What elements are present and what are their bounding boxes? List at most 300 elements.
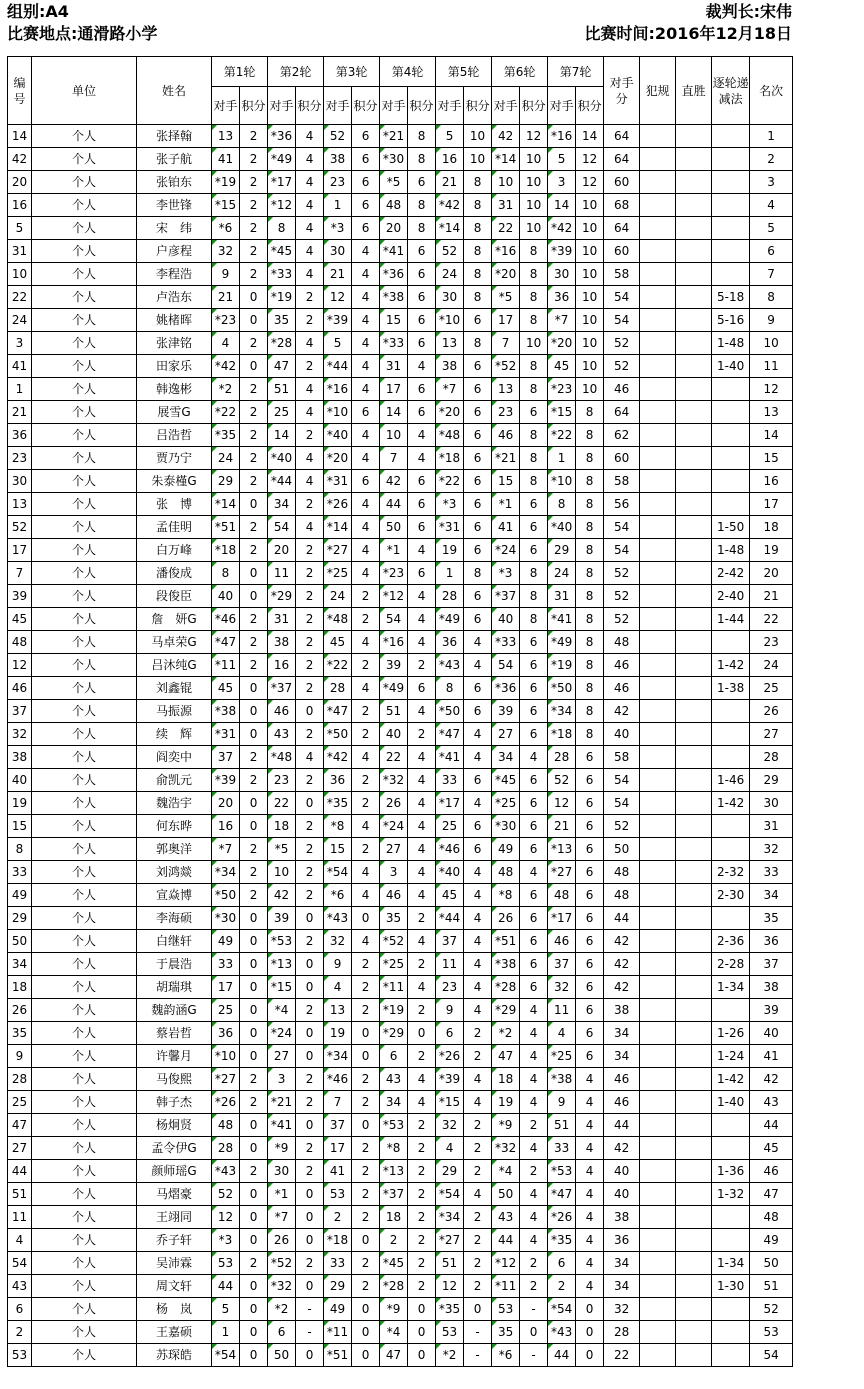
- cell-round-2-score: 2: [296, 677, 324, 700]
- cell-round-2-score: 4: [296, 516, 324, 539]
- cell-round-5-opponent: *49: [436, 608, 464, 631]
- cell-round-7-opponent: *54: [548, 1298, 576, 1321]
- cell-progressive: [712, 493, 750, 516]
- col-round-3-score: 积分: [352, 87, 380, 125]
- cell-round-7-score: 10: [576, 217, 604, 240]
- cell-foul: [640, 746, 676, 769]
- cell-round-3-score: 4: [352, 447, 380, 470]
- cell-round-1-opponent: *6: [212, 217, 240, 240]
- cell-number: 17: [8, 539, 32, 562]
- cell-round-6-score: 4: [520, 1091, 548, 1114]
- cell-direct-win: [676, 539, 712, 562]
- cell-foul: [640, 401, 676, 424]
- cell-round-1-score: 2: [240, 217, 268, 240]
- cell-round-1-opponent: *27: [212, 1068, 240, 1091]
- cell-unit: 个人: [32, 378, 137, 401]
- cell-rank: 21: [750, 585, 793, 608]
- cell-round-4-opponent: *9: [380, 1298, 408, 1321]
- cell-round-4-score: 0: [408, 1298, 436, 1321]
- cell-name: 何东晔: [137, 815, 212, 838]
- cell-round-3-opponent: *18: [324, 1229, 352, 1252]
- cell-name: 贾乃宁: [137, 447, 212, 470]
- cell-round-3-opponent: 38: [324, 148, 352, 171]
- cell-progressive: [712, 838, 750, 861]
- cell-number: 2: [8, 1321, 32, 1344]
- cell-round-7-score: 6: [576, 907, 604, 930]
- cell-round-6-opponent: 18: [492, 1068, 520, 1091]
- cell-progressive: [712, 470, 750, 493]
- cell-name: 宋 纬: [137, 217, 212, 240]
- cell-round-6-score: 2: [520, 1160, 548, 1183]
- cell-unit: 个人: [32, 1321, 137, 1344]
- cell-round-3-score: 4: [352, 884, 380, 907]
- cell-rank: 10: [750, 332, 793, 355]
- table-row: [8, 1275, 793, 1298]
- cell-round-6-opponent: *32: [492, 1137, 520, 1160]
- cell-round-4-score: 8: [408, 125, 436, 148]
- cell-round-7-opponent: 45: [548, 355, 576, 378]
- cell-name: 马卓荣G: [137, 631, 212, 654]
- cell-round-1-opponent: 40: [212, 585, 240, 608]
- cell-round-7-score: 8: [576, 631, 604, 654]
- cell-round-1-opponent: 49: [212, 930, 240, 953]
- cell-round-7-score: 8: [576, 700, 604, 723]
- cell-direct-win: [676, 930, 712, 953]
- cell-direct-win: [676, 861, 712, 884]
- cell-round-1-score: 2: [240, 125, 268, 148]
- cell-number: 25: [8, 1091, 32, 1114]
- cell-round-4-opponent: 26: [380, 792, 408, 815]
- cell-round-7-score: 4: [576, 1206, 604, 1229]
- cell-round-2-opponent: *36: [268, 125, 296, 148]
- cell-foul: [640, 1298, 676, 1321]
- cell-round-3-score: 0: [352, 907, 380, 930]
- cell-round-3-opponent: *51: [324, 1344, 352, 1367]
- cell-round-3-opponent: *6: [324, 884, 352, 907]
- cell-round-4-score: 2: [408, 953, 436, 976]
- cell-round-6-score: -: [520, 1298, 548, 1321]
- cell-round-3-score: 4: [352, 746, 380, 769]
- cell-direct-win: [676, 976, 712, 999]
- table-row: [8, 746, 793, 769]
- cell-number: 23: [8, 447, 32, 470]
- cell-round-6-opponent: 39: [492, 700, 520, 723]
- cell-round-3-score: 4: [352, 309, 380, 332]
- cell-round-5-score: 6: [464, 677, 492, 700]
- cell-unit: 个人: [32, 171, 137, 194]
- cell-round-7-score: 4: [576, 1137, 604, 1160]
- cell-name: 吴沛霖: [137, 1252, 212, 1275]
- cell-round-2-opponent: *15: [268, 976, 296, 999]
- cell-unit: 个人: [32, 884, 137, 907]
- cell-round-3-opponent: *48: [324, 608, 352, 631]
- cell-number: 16: [8, 194, 32, 217]
- cell-round-1-score: 2: [240, 424, 268, 447]
- cell-direct-win: [676, 171, 712, 194]
- cell-rank: 40: [750, 1022, 793, 1045]
- cell-foul: [640, 608, 676, 631]
- table-row: [8, 240, 793, 263]
- cell-round-3-opponent: 24: [324, 585, 352, 608]
- cell-number: 47: [8, 1114, 32, 1137]
- cell-progressive: 5-18: [712, 286, 750, 309]
- table-row: [8, 976, 793, 999]
- cell-round-6-score: 4: [520, 1183, 548, 1206]
- cell-round-5-score: 4: [464, 1068, 492, 1091]
- cell-round-4-opponent: *29: [380, 1022, 408, 1045]
- cell-opp-score: 54: [604, 539, 640, 562]
- cell-round-7-opponent: 36: [548, 286, 576, 309]
- results-table: [7, 56, 793, 1367]
- cell-direct-win: [676, 378, 712, 401]
- cell-round-4-opponent: 17: [380, 378, 408, 401]
- cell-opp-score: 48: [604, 884, 640, 907]
- cell-foul: [640, 148, 676, 171]
- cell-opp-score: 46: [604, 677, 640, 700]
- cell-round-6-score: 4: [520, 746, 548, 769]
- cell-rank: 45: [750, 1137, 793, 1160]
- cell-number: 51: [8, 1183, 32, 1206]
- cell-round-1-opponent: 20: [212, 792, 240, 815]
- cell-round-5-opponent: 53: [436, 1321, 464, 1344]
- cell-round-6-score: 6: [520, 769, 548, 792]
- cell-unit: 个人: [32, 1183, 137, 1206]
- cell-opp-score: 46: [604, 378, 640, 401]
- cell-round-5-score: 8: [464, 217, 492, 240]
- cell-rank: 35: [750, 907, 793, 930]
- cell-name: 卢浩东: [137, 286, 212, 309]
- cell-direct-win: [676, 401, 712, 424]
- cell-progressive: 2-28: [712, 953, 750, 976]
- cell-round-6-opponent: 48: [492, 861, 520, 884]
- table-row: [8, 585, 793, 608]
- table-row: [8, 608, 793, 631]
- cell-round-4-score: 4: [408, 1068, 436, 1091]
- cell-round-1-opponent: *10: [212, 1045, 240, 1068]
- cell-round-5-score: 6: [464, 470, 492, 493]
- cell-round-5-opponent: *17: [436, 792, 464, 815]
- cell-direct-win: [676, 1137, 712, 1160]
- cell-round-1-score: 2: [240, 401, 268, 424]
- cell-unit: 个人: [32, 1275, 137, 1298]
- cell-round-4-score: 6: [408, 240, 436, 263]
- cell-round-7-score: 10: [576, 309, 604, 332]
- cell-round-4-opponent: *25: [380, 953, 408, 976]
- cell-round-5-opponent: *48: [436, 424, 464, 447]
- cell-name: 胡瑞琪: [137, 976, 212, 999]
- cell-opp-score: 60: [604, 447, 640, 470]
- cell-round-4-opponent: *32: [380, 769, 408, 792]
- cell-round-6-score: 4: [520, 1137, 548, 1160]
- cell-round-2-opponent: *7: [268, 1206, 296, 1229]
- cell-opp-score: 42: [604, 953, 640, 976]
- cell-round-1-score: 0: [240, 562, 268, 585]
- cell-round-5-score: 4: [464, 1091, 492, 1114]
- cell-unit: 个人: [32, 194, 137, 217]
- cell-round-3-score: 2: [352, 838, 380, 861]
- cell-unit: 个人: [32, 125, 137, 148]
- cell-round-5-opponent: 32: [436, 1114, 464, 1137]
- cell-round-1-opponent: *7: [212, 838, 240, 861]
- cell-round-1-score: 2: [240, 240, 268, 263]
- table-row: [8, 447, 793, 470]
- cell-round-4-opponent: *21: [380, 125, 408, 148]
- cell-round-6-opponent: *30: [492, 815, 520, 838]
- table-row: [8, 1321, 793, 1344]
- cell-direct-win: [676, 1229, 712, 1252]
- cell-number: 4: [8, 1229, 32, 1252]
- cell-round-5-score: 8: [464, 171, 492, 194]
- cell-round-4-opponent: 46: [380, 884, 408, 907]
- cell-round-3-score: 2: [352, 976, 380, 999]
- cell-unit: 个人: [32, 608, 137, 631]
- cell-direct-win: [676, 769, 712, 792]
- cell-rank: 7: [750, 263, 793, 286]
- cell-round-1-opponent: *35: [212, 424, 240, 447]
- table-row: [8, 953, 793, 976]
- table-row: [8, 1229, 793, 1252]
- cell-round-2-score: 2: [296, 930, 324, 953]
- cell-round-6-score: 6: [520, 907, 548, 930]
- cell-opp-score: 42: [604, 700, 640, 723]
- cell-round-4-opponent: *38: [380, 286, 408, 309]
- cell-round-3-score: 2: [352, 999, 380, 1022]
- cell-number: 1: [8, 378, 32, 401]
- cell-round-3-opponent: *27: [324, 539, 352, 562]
- table-row: [8, 562, 793, 585]
- cell-name: 阎奕中: [137, 746, 212, 769]
- cell-opp-score: 36: [604, 1229, 640, 1252]
- cell-round-3-score: 4: [352, 930, 380, 953]
- cell-round-7-opponent: *35: [548, 1229, 576, 1252]
- cell-rank: 39: [750, 999, 793, 1022]
- cell-round-5-score: 6: [464, 700, 492, 723]
- cell-rank: 26: [750, 700, 793, 723]
- cell-progressive: [712, 631, 750, 654]
- cell-foul: [640, 677, 676, 700]
- cell-number: 12: [8, 654, 32, 677]
- cell-round-6-opponent: 43: [492, 1206, 520, 1229]
- table-row: [8, 424, 793, 447]
- cell-foul: [640, 1229, 676, 1252]
- cell-round-7-score: 8: [576, 493, 604, 516]
- cell-round-1-opponent: 4: [212, 332, 240, 355]
- cell-opp-score: 38: [604, 999, 640, 1022]
- cell-foul: [640, 976, 676, 999]
- table-row: [8, 516, 793, 539]
- cell-round-5-score: 4: [464, 746, 492, 769]
- cell-round-6-score: 4: [520, 1068, 548, 1091]
- cell-round-7-score: 8: [576, 723, 604, 746]
- cell-round-2-opponent: *1: [268, 1183, 296, 1206]
- cell-round-2-opponent: 20: [268, 539, 296, 562]
- cell-round-1-score: 2: [240, 470, 268, 493]
- cell-round-6-opponent: *37: [492, 585, 520, 608]
- cell-number: 38: [8, 746, 32, 769]
- cell-round-6-opponent: 15: [492, 470, 520, 493]
- cell-round-5-score: 4: [464, 723, 492, 746]
- cell-round-2-opponent: *41: [268, 1114, 296, 1137]
- cell-round-7-score: 6: [576, 792, 604, 815]
- col-foul: 犯规: [640, 57, 676, 125]
- cell-progressive: [712, 1321, 750, 1344]
- cell-rank: 32: [750, 838, 793, 861]
- cell-round-2-score: 0: [296, 1344, 324, 1367]
- table-row: [8, 355, 793, 378]
- cell-unit: 个人: [32, 792, 137, 815]
- cell-round-5-score: 8: [464, 286, 492, 309]
- cell-name: 续 辉: [137, 723, 212, 746]
- cell-round-2-score: 2: [296, 815, 324, 838]
- cell-round-1-score: 2: [240, 654, 268, 677]
- cell-round-5-opponent: 6: [436, 1022, 464, 1045]
- cell-round-3-opponent: 1: [324, 194, 352, 217]
- cell-round-1-score: 2: [240, 884, 268, 907]
- cell-round-7-score: 4: [576, 1275, 604, 1298]
- cell-round-3-opponent: *8: [324, 815, 352, 838]
- cell-opp-score: 68: [604, 194, 640, 217]
- cell-round-3-opponent: 7: [324, 1091, 352, 1114]
- cell-round-7-score: 0: [576, 1298, 604, 1321]
- cell-progressive: [712, 263, 750, 286]
- cell-rank: 22: [750, 608, 793, 631]
- table-row: [8, 677, 793, 700]
- cell-round-3-opponent: *39: [324, 309, 352, 332]
- cell-round-6-score: 8: [520, 562, 548, 585]
- cell-round-7-opponent: *39: [548, 240, 576, 263]
- cell-opp-score: 46: [604, 1068, 640, 1091]
- cell-round-4-score: 6: [408, 309, 436, 332]
- cell-round-7-score: 8: [576, 585, 604, 608]
- cell-round-6-opponent: *1: [492, 493, 520, 516]
- cell-foul: [640, 355, 676, 378]
- cell-round-3-opponent: 45: [324, 631, 352, 654]
- cell-round-5-opponent: 25: [436, 815, 464, 838]
- cell-round-4-opponent: 50: [380, 516, 408, 539]
- cell-name: 许馨月: [137, 1045, 212, 1068]
- cell-name: 潘俊成: [137, 562, 212, 585]
- cell-number: 24: [8, 309, 32, 332]
- cell-round-6-score: 6: [520, 493, 548, 516]
- cell-direct-win: [676, 700, 712, 723]
- cell-round-5-opponent: 24: [436, 263, 464, 286]
- cell-round-4-opponent: 7: [380, 447, 408, 470]
- cell-round-6-score: 10: [520, 171, 548, 194]
- table-row: [8, 1206, 793, 1229]
- cell-round-7-score: 14: [576, 125, 604, 148]
- cell-name: 马振源: [137, 700, 212, 723]
- cell-round-3-score: 2: [352, 1091, 380, 1114]
- cell-number: 27: [8, 1137, 32, 1160]
- cell-round-5-score: 4: [464, 654, 492, 677]
- cell-round-3-opponent: *22: [324, 654, 352, 677]
- cell-round-1-score: 0: [240, 976, 268, 999]
- cell-round-3-opponent: 4: [324, 976, 352, 999]
- cell-foul: [640, 171, 676, 194]
- cell-round-3-score: 2: [352, 1275, 380, 1298]
- cell-unit: 个人: [32, 286, 137, 309]
- col-round-4-score: 积分: [408, 87, 436, 125]
- cell-round-6-opponent: *45: [492, 769, 520, 792]
- cell-round-5-opponent: 36: [436, 631, 464, 654]
- cell-round-4-score: 6: [408, 677, 436, 700]
- cell-round-2-score: 4: [296, 332, 324, 355]
- table-row: [8, 792, 793, 815]
- cell-direct-win: [676, 1344, 712, 1367]
- cell-progressive: 1-48: [712, 539, 750, 562]
- cell-round-4-score: 4: [408, 608, 436, 631]
- cell-round-6-opponent: *5: [492, 286, 520, 309]
- cell-number: 37: [8, 700, 32, 723]
- cell-foul: [640, 378, 676, 401]
- cell-round-3-opponent: 28: [324, 677, 352, 700]
- cell-round-2-score: 2: [296, 424, 324, 447]
- cell-round-4-opponent: 48: [380, 194, 408, 217]
- cell-direct-win: [676, 355, 712, 378]
- cell-round-2-opponent: 14: [268, 424, 296, 447]
- cell-opp-score: 28: [604, 1321, 640, 1344]
- cell-round-7-score: 0: [576, 1344, 604, 1367]
- cell-round-3-score: 2: [352, 769, 380, 792]
- cell-round-4-score: 8: [408, 217, 436, 240]
- cell-progressive: 1-44: [712, 608, 750, 631]
- cell-round-7-opponent: 8: [548, 493, 576, 516]
- cell-round-1-score: 0: [240, 355, 268, 378]
- cell-opp-score: 44: [604, 1114, 640, 1137]
- cell-round-5-opponent: 8: [436, 677, 464, 700]
- cell-round-5-opponent: *15: [436, 1091, 464, 1114]
- cell-round-3-score: 6: [352, 125, 380, 148]
- cell-foul: [640, 861, 676, 884]
- cell-name: 张择翰: [137, 125, 212, 148]
- cell-round-7-opponent: 44: [548, 1344, 576, 1367]
- cell-round-3-score: 6: [352, 194, 380, 217]
- cell-name: 张津铭: [137, 332, 212, 355]
- cell-number: 6: [8, 1298, 32, 1321]
- cell-round-1-opponent: 25: [212, 999, 240, 1022]
- cell-round-6-score: 10: [520, 194, 548, 217]
- cell-round-3-opponent: *20: [324, 447, 352, 470]
- cell-round-5-opponent: 51: [436, 1252, 464, 1275]
- cell-foul: [640, 1321, 676, 1344]
- cell-round-1-opponent: 8: [212, 562, 240, 585]
- cell-round-7-opponent: *20: [548, 332, 576, 355]
- cell-progressive: [712, 378, 750, 401]
- cell-direct-win: [676, 1114, 712, 1137]
- cell-opp-score: 58: [604, 470, 640, 493]
- cell-opp-score: 22: [604, 1344, 640, 1367]
- cell-round-5-score: 2: [464, 1045, 492, 1068]
- cell-opp-score: 52: [604, 608, 640, 631]
- cell-round-1-score: 0: [240, 309, 268, 332]
- cell-round-3-score: 2: [352, 1137, 380, 1160]
- cell-round-2-score: 2: [296, 585, 324, 608]
- cell-round-2-score: 0: [296, 1022, 324, 1045]
- cell-round-5-score: 2: [464, 1229, 492, 1252]
- cell-round-2-opponent: 34: [268, 493, 296, 516]
- cell-name: 白万峰: [137, 539, 212, 562]
- cell-round-1-opponent: 44: [212, 1275, 240, 1298]
- cell-name: 孟佳明: [137, 516, 212, 539]
- cell-round-7-opponent: *41: [548, 608, 576, 631]
- cell-round-6-opponent: *11: [492, 1275, 520, 1298]
- cell-opp-score: 54: [604, 309, 640, 332]
- cell-direct-win: [676, 148, 712, 171]
- cell-round-4-score: 4: [408, 930, 436, 953]
- cell-round-3-opponent: *43: [324, 907, 352, 930]
- cell-number: 20: [8, 171, 32, 194]
- cell-foul: [640, 194, 676, 217]
